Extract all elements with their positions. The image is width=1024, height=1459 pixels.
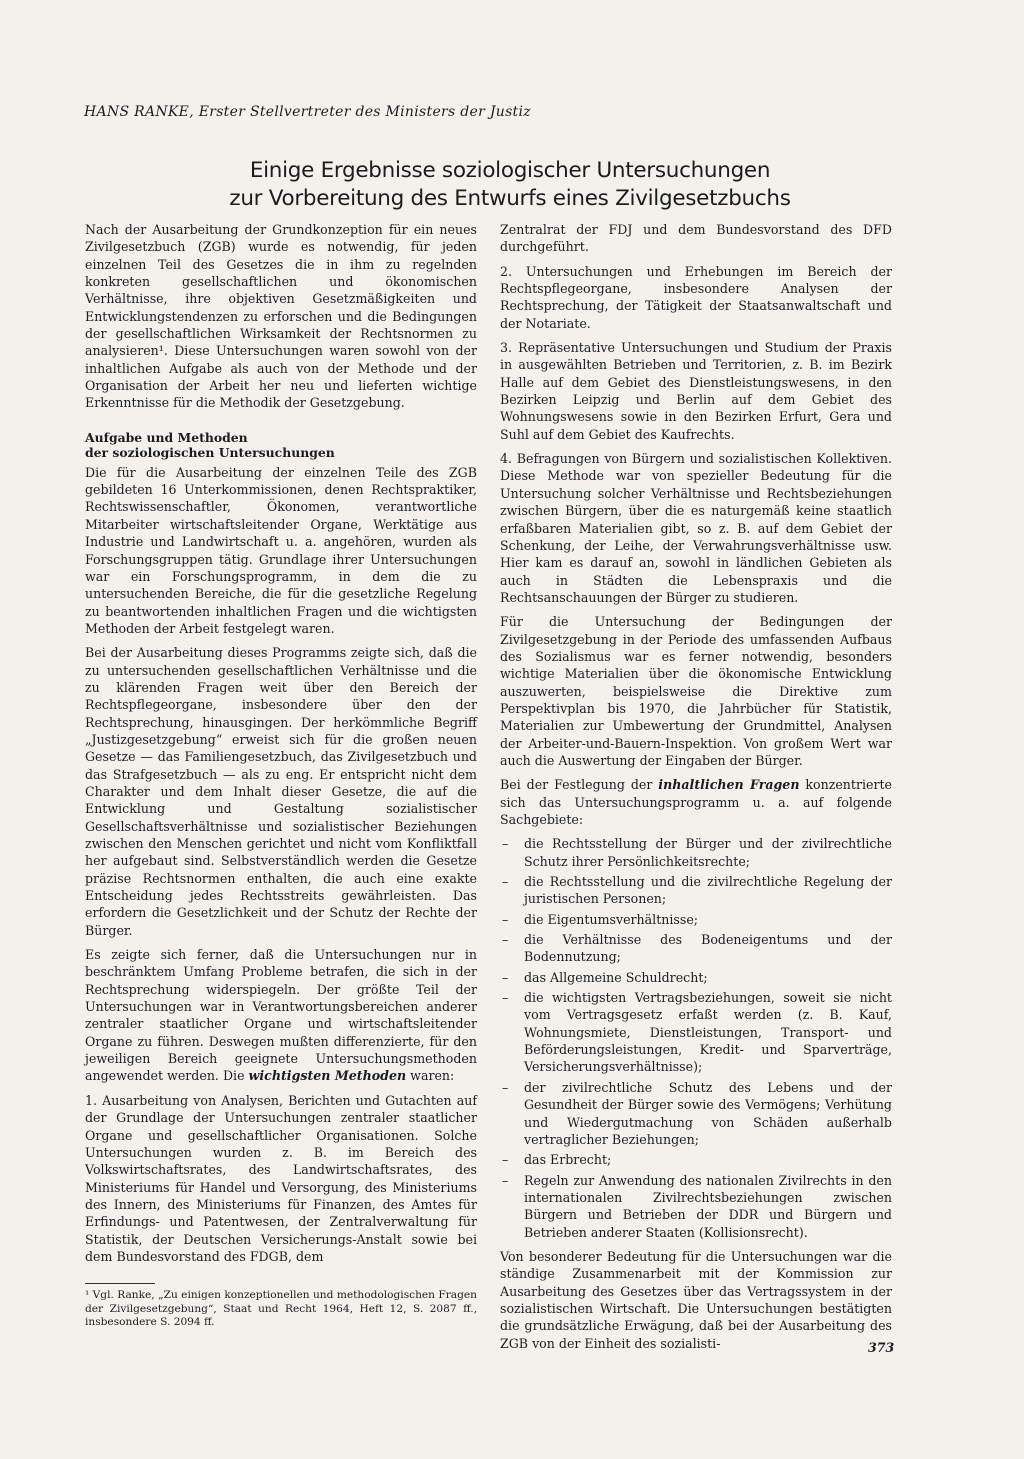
paragraph: Für die Untersuchung der Bedingungen der Zivilgesetzgebung in der Periode des umfassenden Aufbaus des Sozialismus war es ferner notwendig, besonders wichtige Materialien über die ökonomische Entwicklung auszuwerten, beispielsweise die Direktive zum Perspektivplan bis 1970, die Jahrbücher für Statistik, Materialien zur Umbewertung der Grundmittel, Analysen der Arbeiter-und-Bauern-Inspektion. Von großem Wert war auch die Auswertung der Eingaben der Bürger. bbox=[500, 614, 892, 768]
section-heading bbox=[85, 430, 477, 460]
right-column bbox=[500, 221, 895, 1359]
subject-list bbox=[500, 835, 892, 1241]
paragraph: 1. Ausarbeitung von Analysen, Berichten und Gutachten auf der Grundlage der Untersuchungen zentraler staatlicher Organe und gesellschaftlicher Organisationen. Solche Untersuchungen wurden z. B. im Bereich des Volkswirtschaftsrates, des Landwirtschaftsrates, des Ministeriums für Handel und Versorgung, des Ministeriums des Innern, des Ministeriums für Finanzen, des Amtes für Erfindungs- und Patentwesen, der Zentralverwaltung für Statistik, der Deutschen Versicherungs-Anstalt sowie bei dem Bundesvorstand des FDGB, dem bbox=[85, 1092, 477, 1264]
article-title bbox=[160, 157, 860, 213]
list-item: – die Rechtsstellung und die zivilrechtliche Regelung der juristischen Personen; bbox=[500, 873, 892, 908]
paragraph: Bei der Ausarbeitung dieses Programms zeigte sich, daß die zu untersuchenden gesellschaftlichen Verhältnisse und die zu klärenden Fragen weit über den Bereich der Rechtspflegeorgane, insbesondere über den der Rechtsprechung, hinausgingen. Der herkömmliche Begriff „Justizgesetzgebung“ erweist sich für die großen neuen Gesetze — das Familiengesetzbuch, das Zivilgesetzbuch und das Strafgesetzbuch — als zu eng. Er entspricht nicht dem Charakter und dem Inhalt dieser Gesetze, die auf die Entwicklung und Gestaltung sozialistischer Gesellschaftsverhältnisse und sozialistischer Beziehungen zwischen den Menschen gerichtet und nicht vom Konfliktfall her aufgebaut sind. Selbstverständlich werden die Gesetze präzise Rechtsnormen enthalten, die auch eine exakte Entscheidung jedes Rechtsstreits gewährleisten. Das erfordern die Gesetzlichkeit und der Schutz der Rechte der Bürger. bbox=[85, 645, 477, 938]
paragraph: Die für die Ausarbeitung der einzelnen Teile des ZGB gebildeten 16 Unterkommissionen, denen Rechtspraktiker, Rechtswissenschaftler, Ökonomen, verantwortliche Mitarbeiter wirtschaftsleitender Organe, Werktätige aus Industrie und Landwirtschaft u. a. angehören, wurden als Forschungsgruppen tätig. Grundlage ihrer Untersuchungen war ein Forschungsprogramm, in dem die zu untersuchenden Bereiche, die für die gesetzliche Regelung zu beantwortenden inhaltlichen Fragen und die wichtigsten Methoden der Arbeit festgelegt waren. bbox=[85, 464, 477, 636]
list-item: – das Erbrecht; bbox=[500, 1151, 892, 1168]
page-number: 373 bbox=[868, 1340, 895, 1355]
footnote-divider bbox=[85, 1283, 155, 1284]
list-item: – die Verhältnisse des Bodeneigentums und der Bodennutzung; bbox=[500, 931, 892, 966]
paragraph: 4. Befragungen von Bürgern und sozialistischen Kollektiven. Diese Methode war von spezieller Bedeutung für die Untersuchung solcher Verhältnisse und Rechtsbeziehungen zwischen Bürgern, über die es naturgemäß keine staatlich erfaßbaren Materialien gibt, so z. B. auf dem Gebiet der Schenkung, der Leihe, der Verwahrungsverhältnisse usw. Hier kam es darauf an, sowohl in ländlichen Gebieten als auch in Städten die Lebenspraxis und die Rechtsanschauungen der Bürger zu studieren. bbox=[500, 451, 892, 605]
title-line-2: zur Vorbereitung des Entwurfs eines Zivilgesetzbuchs bbox=[229, 186, 791, 212]
list-item: – die Eigentumsverhältnisse; bbox=[500, 911, 892, 928]
paragraph-text: waren: bbox=[406, 1068, 455, 1084]
list-item: – das Allgemeine Schuldrecht; bbox=[500, 969, 892, 986]
paragraph bbox=[500, 776, 892, 828]
footnote: ¹ Vgl. Ranke, „Zu einigen konzeptionellen und methodologischen Fragen der Zivilgesetzgebung“, Staat und Recht 1964, Heft 12, S. 2087 ff., insbesondere S. 2094 ff. bbox=[85, 1289, 477, 1328]
author-line: HANS RANKE, Erster Stellvertreter des Ministers der Justiz bbox=[84, 104, 531, 120]
title-line-1: Einige Ergebnisse soziologischer Untersuchungen bbox=[249, 158, 771, 184]
paragraph: Zentralrat der FDJ und dem Bundesvorstand des DFD durchgeführt. bbox=[500, 222, 892, 255]
paragraph bbox=[85, 946, 477, 1085]
paragraph-text: Es zeigte sich ferner, daß die Untersuchungen nur in beschränktem Umfang Probleme betrafen, die sich in der Rechtsprechung widerspiegeln. Der größte Teil der Untersuchungen war in Verantwortungsbereichen anderer zentraler staatlicher Organe und wirtschaftsleitender Organe zu führen. Deswegen mußten differenzierte, für den jeweiligen Bereich geeignete Untersuchungsmethoden angewendet werden. Die bbox=[85, 947, 477, 1084]
list-item: – die wichtigsten Vertragsbeziehungen, soweit sie nicht vom Vertragsgesetz erfaßt werden (z. B. Kauf, Wohnungsmiete, Dienstleistungen, Transport- und Beförderungsleistungen, Kredit- und Sparverträge, Versicherungsverhältnisse); bbox=[500, 989, 892, 1076]
list-item: – die Rechtsstellung der Bürger und der zivilrechtliche Schutz ihrer Persönlichkeitsrechte; bbox=[500, 835, 892, 870]
paragraph-text: konzentrierte sich das Untersuchungsprogramm u. a. auf folgende Sachgebiete: bbox=[500, 777, 893, 827]
intro-paragraph: Nach der Ausarbeitung der Grundkonzeption für ein neues Zivilgesetzbuch (ZGB) wurde es notwendig, für jeden einzelnen Teil des Gesetzes die in ihm zu regelnden konkreten gesellschaftlichen und ökonomischen Verhältnisse, ihre objektiven Gesetzmäßigkeiten und Entwicklungstendenzen zu erforschen und die Bedingungen der gesellschaftlichen Wirksamkeit der Rechtsnormen zu analysieren¹. Diese Untersuchungen waren sowohl von der inhaltlichen Aufgabe als auch von der Methode und der Organisation der Arbeit her neu und lieferten wichtige Erkenntnisse für die Methodik der Gesetzgebung. bbox=[85, 222, 477, 411]
paragraph: 3. Repräsentative Untersuchungen und Studium der Praxis in ausgewählten Betrieben und Territorien, z. B. im Bezirk Halle auf dem Gebiet des Dienstleistungswesens, in den Bezirken Leipzig und Berlin auf dem Gebiet des Wohnungswesens sowie in den Bezirken Erfurt, Gera und Suhl auf dem Gebiet des Kaufrechts. bbox=[500, 340, 892, 442]
left-column bbox=[85, 221, 477, 1272]
paragraph-text: Bei der Festlegung der bbox=[500, 777, 659, 793]
section-heading-line-1: Aufgabe und Methoden bbox=[85, 429, 248, 445]
emphasis-text: wichtigsten Methoden bbox=[248, 1068, 407, 1084]
paragraph: Von besonderer Bedeutung für die Untersuchungen war die ständige Zusammenarbeit mit der Kommission zur Ausarbeitung des Gesetzes über das Vertragssystem in der sozialistischen Wirtschaft. Die Untersuchungen bestätigten die grundsätzliche Erwägung, daß bei der Ausarbeitung des ZGB von der Einheit des sozialisti- bbox=[500, 1248, 892, 1351]
section-heading-line-2: der soziologischen Untersuchungen bbox=[85, 444, 335, 460]
list-item: – Regeln zur Anwendung des nationalen Zivilrechts in den internationalen Zivilrechtsbeziehungen zwischen Bürgern und Betrieben der DDR und Bürgern und Betrieben anderer Staaten (Kollisionsrecht). bbox=[500, 1172, 892, 1241]
list-item: – der zivilrechtliche Schutz des Lebens und der Gesundheit der Bürger sowie des Vermögens; Verhütung und Wiedergutmachung von Schäden außerhalb vertraglicher Beziehungen; bbox=[500, 1079, 892, 1148]
paragraph: 2. Untersuchungen und Erhebungen im Bereich der Rechtspflegeorgane, insbesondere Analysen der Rechtsprechung, der Tätigkeit der Staatsanwaltschaft und der Notariate. bbox=[500, 263, 892, 331]
emphasis-text: inhaltlichen Fragen bbox=[658, 777, 800, 793]
